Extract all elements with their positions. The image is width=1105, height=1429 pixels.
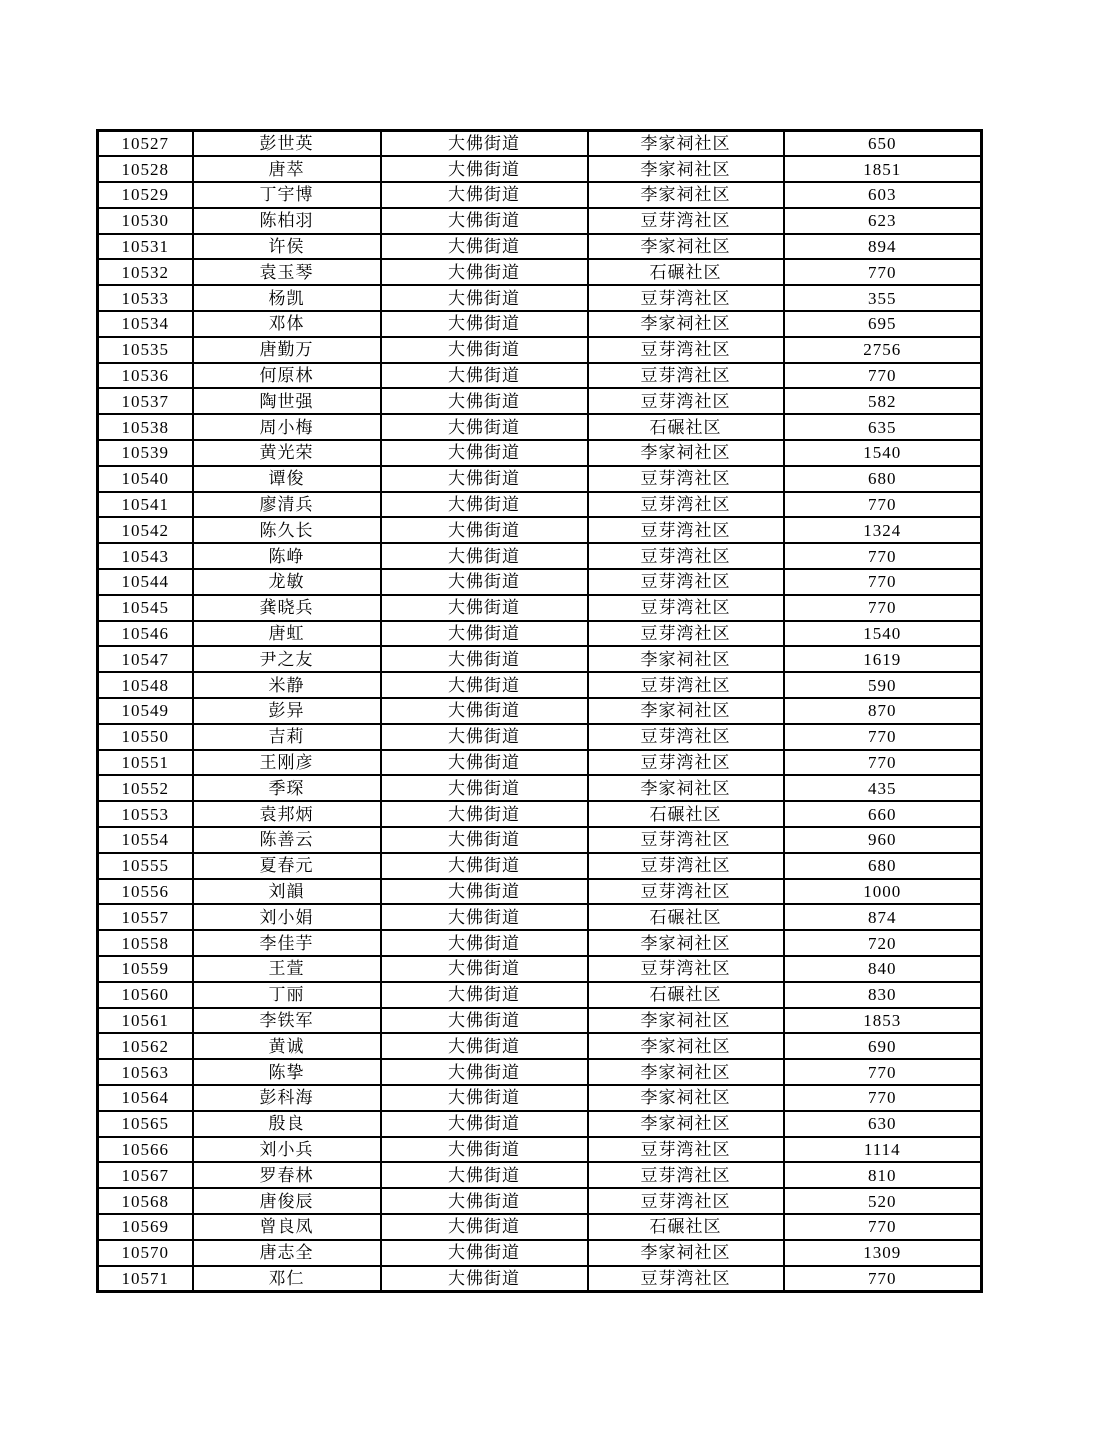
cell-amount: 695: [784, 311, 982, 337]
table-row: [98, 1008, 982, 1034]
cell-street: 大佛街道: [381, 1085, 588, 1111]
cell-id: 10558: [98, 930, 193, 956]
cell-community: 豆芽湾社区: [588, 879, 784, 905]
cell-amount: 1324: [784, 517, 982, 543]
cell-amount: 840: [784, 956, 982, 982]
cell-street: 大佛街道: [381, 1111, 588, 1137]
cell-name: 龚晓兵: [193, 595, 381, 621]
cell-amount: 894: [784, 234, 982, 260]
cell-id: 10540: [98, 466, 193, 492]
table-row: [98, 156, 982, 182]
cell-street: 大佛街道: [381, 1033, 588, 1059]
cell-street: 大佛街道: [381, 621, 588, 647]
cell-id: 10530: [98, 208, 193, 234]
cell-community: 豆芽湾社区: [588, 595, 784, 621]
cell-id: 10536: [98, 363, 193, 389]
cell-name: 王刚彦: [193, 750, 381, 776]
cell-id: 10553: [98, 801, 193, 827]
cell-community: 豆芽湾社区: [588, 1188, 784, 1214]
table-row: [98, 1162, 982, 1188]
table-row: [98, 827, 982, 853]
cell-amount: 1000: [784, 879, 982, 905]
cell-name: 李佳芋: [193, 930, 381, 956]
cell-community: 李家祠社区: [588, 1085, 784, 1111]
cell-amount: 874: [784, 904, 982, 930]
cell-id: 10566: [98, 1137, 193, 1163]
cell-amount: 355: [784, 285, 982, 311]
table-row: [98, 1137, 982, 1163]
cell-amount: 1851: [784, 156, 982, 182]
table-row: [98, 414, 982, 440]
table-row: [98, 1059, 982, 1085]
cell-name: 夏春元: [193, 853, 381, 879]
cell-name: 唐虹: [193, 621, 381, 647]
cell-name: 黄诚: [193, 1033, 381, 1059]
table-row: [98, 621, 982, 647]
cell-street: 大佛街道: [381, 930, 588, 956]
cell-amount: 770: [784, 750, 982, 776]
table-row: [98, 492, 982, 518]
cell-name: 廖清兵: [193, 492, 381, 518]
cell-community: 李家祠社区: [588, 1033, 784, 1059]
cell-community: 豆芽湾社区: [588, 621, 784, 647]
cell-community: 豆芽湾社区: [588, 724, 784, 750]
cell-community: 豆芽湾社区: [588, 337, 784, 363]
cell-street: 大佛街道: [381, 904, 588, 930]
cell-id: 10542: [98, 517, 193, 543]
cell-amount: 603: [784, 182, 982, 208]
cell-amount: 680: [784, 853, 982, 879]
cell-community: 石碾社区: [588, 414, 784, 440]
cell-street: 大佛街道: [381, 311, 588, 337]
cell-street: 大佛街道: [381, 131, 588, 157]
cell-street: 大佛街道: [381, 569, 588, 595]
cell-name: 邓仁: [193, 1266, 381, 1292]
cell-id: 10541: [98, 492, 193, 518]
cell-name: 陶世强: [193, 388, 381, 414]
cell-amount: 590: [784, 672, 982, 698]
table-row: [98, 337, 982, 363]
cell-amount: 630: [784, 1111, 982, 1137]
cell-name: 周小梅: [193, 414, 381, 440]
cell-street: 大佛街道: [381, 879, 588, 905]
table-row: [98, 750, 982, 776]
cell-street: 大佛街道: [381, 750, 588, 776]
cell-street: 大佛街道: [381, 853, 588, 879]
cell-name: 谭俊: [193, 466, 381, 492]
cell-id: 10555: [98, 853, 193, 879]
table-row: [98, 724, 982, 750]
cell-name: 许侯: [193, 234, 381, 260]
cell-name: 彭世英: [193, 131, 381, 157]
table-row: [98, 543, 982, 569]
cell-amount: 2756: [784, 337, 982, 363]
cell-name: 丁丽: [193, 982, 381, 1008]
cell-street: 大佛街道: [381, 724, 588, 750]
cell-street: 大佛街道: [381, 1008, 588, 1034]
cell-street: 大佛街道: [381, 156, 588, 182]
cell-id: 10568: [98, 1188, 193, 1214]
cell-street: 大佛街道: [381, 182, 588, 208]
cell-name: 李铁军: [193, 1008, 381, 1034]
cell-amount: 770: [784, 1266, 982, 1292]
cell-community: 李家祠社区: [588, 775, 784, 801]
cell-street: 大佛街道: [381, 337, 588, 363]
table-row: [98, 595, 982, 621]
table-row: [98, 1085, 982, 1111]
cell-name: 吉莉: [193, 724, 381, 750]
table-row: [98, 1033, 982, 1059]
cell-amount: 770: [784, 1085, 982, 1111]
cell-id: 10543: [98, 543, 193, 569]
cell-community: 李家祠社区: [588, 930, 784, 956]
table-row: [98, 1214, 982, 1240]
cell-id: 10549: [98, 698, 193, 724]
cell-community: 豆芽湾社区: [588, 1137, 784, 1163]
table-row: [98, 1111, 982, 1137]
cell-street: 大佛街道: [381, 466, 588, 492]
table-row: [98, 131, 982, 157]
cell-amount: 830: [784, 982, 982, 1008]
cell-name: 陈挚: [193, 1059, 381, 1085]
cell-id: 10537: [98, 388, 193, 414]
cell-community: 李家祠社区: [588, 698, 784, 724]
cell-name: 季琛: [193, 775, 381, 801]
table-row: [98, 698, 982, 724]
cell-name: 彭异: [193, 698, 381, 724]
cell-amount: 435: [784, 775, 982, 801]
cell-id: 10531: [98, 234, 193, 260]
cell-name: 刘小娟: [193, 904, 381, 930]
cell-community: 豆芽湾社区: [588, 1266, 784, 1292]
table-row: [98, 285, 982, 311]
cell-community: 豆芽湾社区: [588, 827, 784, 853]
table-row: [98, 234, 982, 260]
cell-id: 10551: [98, 750, 193, 776]
cell-amount: 770: [784, 569, 982, 595]
cell-amount: 960: [784, 827, 982, 853]
cell-id: 10571: [98, 1266, 193, 1292]
cell-id: 10565: [98, 1111, 193, 1137]
cell-street: 大佛街道: [381, 1240, 588, 1266]
cell-amount: 770: [784, 363, 982, 389]
cell-street: 大佛街道: [381, 543, 588, 569]
cell-id: 10533: [98, 285, 193, 311]
table-row: [98, 879, 982, 905]
cell-name: 丁宇博: [193, 182, 381, 208]
cell-name: 袁邦炳: [193, 801, 381, 827]
table-row: [98, 311, 982, 337]
cell-community: 李家祠社区: [588, 131, 784, 157]
cell-name: 陈善云: [193, 827, 381, 853]
cell-street: 大佛街道: [381, 388, 588, 414]
table-row: [98, 646, 982, 672]
table-row: [98, 569, 982, 595]
cell-id: 10548: [98, 672, 193, 698]
cell-amount: 660: [784, 801, 982, 827]
cell-amount: 770: [784, 1214, 982, 1240]
cell-amount: 690: [784, 1033, 982, 1059]
cell-street: 大佛街道: [381, 259, 588, 285]
cell-community: 石碾社区: [588, 801, 784, 827]
cell-community: 李家祠社区: [588, 646, 784, 672]
cell-name: 陈峥: [193, 543, 381, 569]
cell-amount: 770: [784, 595, 982, 621]
cell-id: 10556: [98, 879, 193, 905]
cell-id: 10560: [98, 982, 193, 1008]
cell-street: 大佛街道: [381, 595, 588, 621]
cell-street: 大佛街道: [381, 1266, 588, 1292]
table-row: [98, 259, 982, 285]
cell-street: 大佛街道: [381, 1188, 588, 1214]
cell-id: 10550: [98, 724, 193, 750]
cell-id: 10528: [98, 156, 193, 182]
cell-amount: 1853: [784, 1008, 982, 1034]
cell-street: 大佛街道: [381, 1137, 588, 1163]
cell-community: 豆芽湾社区: [588, 569, 784, 595]
cell-community: 豆芽湾社区: [588, 363, 784, 389]
table-row: [98, 956, 982, 982]
cell-id: 10569: [98, 1214, 193, 1240]
cell-community: 豆芽湾社区: [588, 672, 784, 698]
cell-id: 10535: [98, 337, 193, 363]
cell-name: 王萱: [193, 956, 381, 982]
cell-street: 大佛街道: [381, 363, 588, 389]
cell-name: 唐勤万: [193, 337, 381, 363]
cell-amount: 582: [784, 388, 982, 414]
cell-street: 大佛街道: [381, 646, 588, 672]
cell-street: 大佛街道: [381, 775, 588, 801]
cell-street: 大佛街道: [381, 414, 588, 440]
cell-community: 豆芽湾社区: [588, 517, 784, 543]
cell-id: 10547: [98, 646, 193, 672]
table-row: [98, 363, 982, 389]
cell-community: 李家祠社区: [588, 1240, 784, 1266]
cell-amount: 1309: [784, 1240, 982, 1266]
table-row: [98, 853, 982, 879]
cell-amount: 1540: [784, 440, 982, 466]
cell-street: 大佛街道: [381, 517, 588, 543]
table-row: [98, 672, 982, 698]
cell-id: 10567: [98, 1162, 193, 1188]
cell-community: 石碾社区: [588, 259, 784, 285]
cell-street: 大佛街道: [381, 982, 588, 1008]
cell-id: 10554: [98, 827, 193, 853]
cell-amount: 770: [784, 492, 982, 518]
cell-amount: 623: [784, 208, 982, 234]
cell-community: 豆芽湾社区: [588, 285, 784, 311]
cell-name: 龙敏: [193, 569, 381, 595]
cell-street: 大佛街道: [381, 698, 588, 724]
cell-community: 石碾社区: [588, 1214, 784, 1240]
table-row: [98, 440, 982, 466]
cell-name: 尹之友: [193, 646, 381, 672]
cell-amount: 1114: [784, 1137, 982, 1163]
table-row: [98, 1188, 982, 1214]
cell-amount: 870: [784, 698, 982, 724]
cell-community: 豆芽湾社区: [588, 1162, 784, 1188]
cell-name: 袁玉琴: [193, 259, 381, 285]
cell-name: 杨凯: [193, 285, 381, 311]
cell-amount: 1619: [784, 646, 982, 672]
cell-community: 豆芽湾社区: [588, 492, 784, 518]
cell-amount: 810: [784, 1162, 982, 1188]
cell-name: 唐俊辰: [193, 1188, 381, 1214]
cell-street: 大佛街道: [381, 234, 588, 260]
cell-id: 10532: [98, 259, 193, 285]
cell-name: 殷良: [193, 1111, 381, 1137]
cell-id: 10563: [98, 1059, 193, 1085]
cell-id: 10561: [98, 1008, 193, 1034]
cell-id: 10557: [98, 904, 193, 930]
cell-name: 唐萃: [193, 156, 381, 182]
cell-community: 李家祠社区: [588, 234, 784, 260]
cell-amount: 720: [784, 930, 982, 956]
cell-id: 10545: [98, 595, 193, 621]
table-row: [98, 1240, 982, 1266]
cell-name: 曾良凤: [193, 1214, 381, 1240]
cell-street: 大佛街道: [381, 1162, 588, 1188]
cell-street: 大佛街道: [381, 492, 588, 518]
cell-community: 石碾社区: [588, 982, 784, 1008]
cell-id: 10529: [98, 182, 193, 208]
cell-street: 大佛街道: [381, 672, 588, 698]
cell-community: 李家祠社区: [588, 182, 784, 208]
cell-id: 10564: [98, 1085, 193, 1111]
table-row: [98, 182, 982, 208]
cell-name: 米静: [193, 672, 381, 698]
cell-amount: 520: [784, 1188, 982, 1214]
table-row: [98, 517, 982, 543]
data-table: [96, 129, 983, 1293]
cell-amount: 650: [784, 131, 982, 157]
cell-street: 大佛街道: [381, 208, 588, 234]
table-row: [98, 388, 982, 414]
cell-id: 10559: [98, 956, 193, 982]
cell-name: 邓体: [193, 311, 381, 337]
cell-id: 10546: [98, 621, 193, 647]
cell-name: 陈柏羽: [193, 208, 381, 234]
cell-community: 李家祠社区: [588, 311, 784, 337]
cell-community: 李家祠社区: [588, 1059, 784, 1085]
cell-street: 大佛街道: [381, 285, 588, 311]
cell-id: 10539: [98, 440, 193, 466]
cell-community: 李家祠社区: [588, 440, 784, 466]
cell-name: 罗春林: [193, 1162, 381, 1188]
cell-name: 唐志全: [193, 1240, 381, 1266]
cell-community: 豆芽湾社区: [588, 956, 784, 982]
cell-name: 黄光荣: [193, 440, 381, 466]
table-row: [98, 801, 982, 827]
cell-name: 刘韻: [193, 879, 381, 905]
table-row: [98, 466, 982, 492]
cell-street: 大佛街道: [381, 1214, 588, 1240]
cell-id: 10552: [98, 775, 193, 801]
table-row: [98, 208, 982, 234]
cell-street: 大佛街道: [381, 956, 588, 982]
cell-amount: 770: [784, 1059, 982, 1085]
cell-community: 李家祠社区: [588, 1008, 784, 1034]
cell-name: 刘小兵: [193, 1137, 381, 1163]
cell-street: 大佛街道: [381, 827, 588, 853]
cell-amount: 770: [784, 259, 982, 285]
cell-id: 10544: [98, 569, 193, 595]
cell-id: 10538: [98, 414, 193, 440]
cell-id: 10534: [98, 311, 193, 337]
cell-street: 大佛街道: [381, 801, 588, 827]
cell-street: 大佛街道: [381, 440, 588, 466]
table-body: [98, 131, 982, 1292]
table-row: [98, 930, 982, 956]
cell-amount: 1540: [784, 621, 982, 647]
cell-community: 李家祠社区: [588, 156, 784, 182]
cell-community: 豆芽湾社区: [588, 388, 784, 414]
cell-id: 10562: [98, 1033, 193, 1059]
cell-name: 彭科海: [193, 1085, 381, 1111]
cell-name: 何原林: [193, 363, 381, 389]
cell-amount: 770: [784, 543, 982, 569]
table-row: [98, 982, 982, 1008]
cell-amount: 770: [784, 724, 982, 750]
cell-name: 陈久长: [193, 517, 381, 543]
cell-community: 豆芽湾社区: [588, 543, 784, 569]
cell-community: 石碾社区: [588, 904, 784, 930]
cell-amount: 635: [784, 414, 982, 440]
cell-community: 豆芽湾社区: [588, 750, 784, 776]
cell-community: 李家祠社区: [588, 1111, 784, 1137]
cell-id: 10570: [98, 1240, 193, 1266]
table-row: [98, 904, 982, 930]
cell-community: 豆芽湾社区: [588, 853, 784, 879]
cell-amount: 680: [784, 466, 982, 492]
cell-community: 豆芽湾社区: [588, 208, 784, 234]
cell-id: 10527: [98, 131, 193, 157]
cell-community: 豆芽湾社区: [588, 466, 784, 492]
table-row: [98, 1266, 982, 1292]
table-row: [98, 775, 982, 801]
cell-street: 大佛街道: [381, 1059, 588, 1085]
